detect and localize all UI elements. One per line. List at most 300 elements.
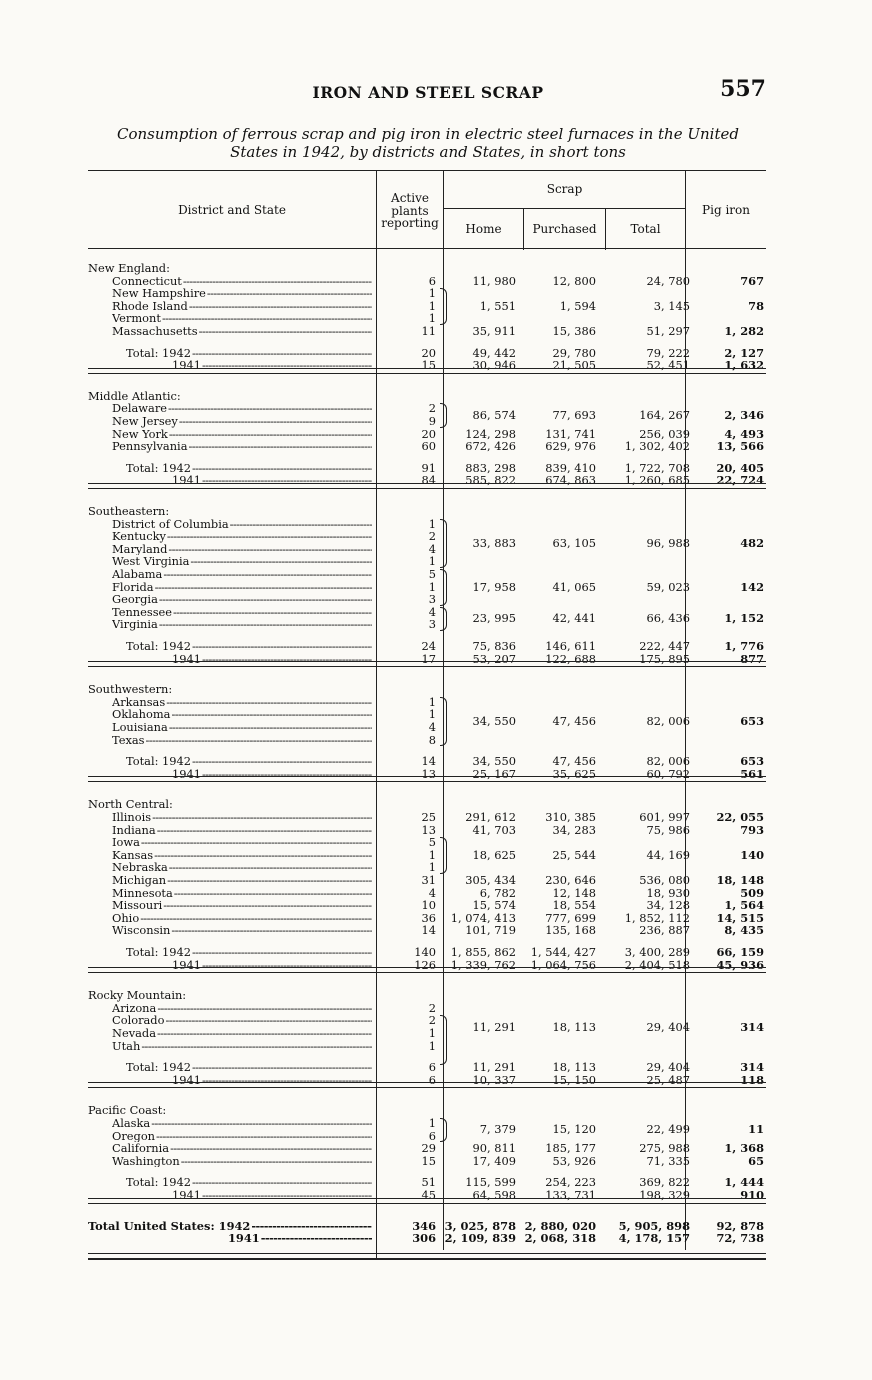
row-label: Total: 1942 ----- [126, 1061, 372, 1074]
table-row [88, 899, 766, 912]
cell-pig: 65 [748, 1153, 764, 1168]
table-row [88, 618, 766, 631]
cell-home: 35, 911 [472, 324, 516, 338]
cell-pig: 8, 435 [724, 923, 764, 938]
cell-total: 52, 451 [646, 358, 690, 373]
row-label: 1941 ----- [172, 959, 372, 972]
table-row [88, 874, 766, 887]
section-double-rule [88, 1082, 766, 1088]
page-number: 557 [720, 76, 766, 102]
cell-total: 44, 169 [646, 847, 690, 862]
cell-plants: 1 [428, 579, 436, 594]
cell-total: 369, 822 [639, 1175, 690, 1190]
table-row [88, 696, 766, 709]
cell-plants: 4 [428, 604, 436, 619]
cell-total: 222, 447 [639, 639, 690, 653]
cell-home: 7, 379 [479, 1122, 516, 1137]
group-brace [440, 403, 447, 427]
cell-purchased: 777, 699 [545, 910, 596, 925]
cell-purchased: 1, 544, 427 [530, 945, 596, 959]
cell-pig: 20, 405 [716, 460, 764, 475]
cell-purchased: 254, 223 [545, 1175, 596, 1190]
cell-purchased: 18, 113 [552, 1060, 596, 1075]
cell-pig: 314 [740, 1060, 764, 1075]
district-heading [88, 989, 766, 1002]
row-label: Indiana ----- [112, 824, 372, 837]
cell-home: 124, 298 [465, 426, 516, 441]
table-row [88, 275, 766, 288]
cell-plants: 6 [428, 1072, 436, 1087]
cell-total: 275, 988 [639, 1141, 690, 1156]
cell-purchased: 15, 150 [552, 1072, 596, 1087]
cell-plants: 6 [428, 1128, 436, 1143]
cell-pig: 793 [740, 822, 764, 837]
cell-plants: 36 [421, 910, 436, 925]
cell-pig: 22, 724 [716, 473, 764, 488]
cell-plants: 10 [421, 898, 436, 913]
cell-plants: 1 [428, 516, 436, 531]
row-label: 1941 ----- [228, 1232, 372, 1245]
row-label: Delaware ----- [112, 402, 372, 415]
cell-home: 49, 442 [472, 345, 516, 360]
cell-pig: 66, 159 [716, 945, 764, 959]
cell-home: 25, 167 [472, 766, 516, 781]
row-label: West Virginia ----- [112, 555, 372, 568]
header-plants-line: Active [391, 191, 429, 205]
cell-pig: 653 [740, 713, 764, 728]
cell-purchased: 629, 976 [545, 439, 596, 454]
cell-pig: 22, 055 [716, 810, 764, 824]
cell-pig: 1, 152 [724, 611, 764, 626]
cell-plants: 60 [421, 439, 436, 454]
cell-total: 3, 145 [653, 298, 690, 313]
cell-total: 1, 260, 685 [624, 473, 690, 488]
row-label: Washington ----- [112, 1155, 372, 1168]
cell-home: 305, 434 [465, 873, 516, 887]
cell-plants: 2 [428, 401, 436, 416]
cell-total: 60, 792 [646, 766, 690, 781]
cell-pig: 13, 566 [716, 439, 764, 454]
table-bottom-rule [88, 1253, 766, 1254]
cell-purchased: 53, 926 [552, 1153, 596, 1168]
cell-total: 2, 404, 518 [624, 957, 690, 972]
row-label: 1941 ----- [172, 474, 372, 487]
row-label: 1941 ----- [172, 653, 372, 666]
cell-pig: 18, 148 [716, 873, 764, 887]
cell-total: 79, 222 [646, 345, 690, 360]
header-plants [377, 192, 443, 230]
cell-purchased: 2, 068, 318 [524, 1231, 596, 1246]
cell-home: 17, 958 [472, 579, 516, 594]
cell-home: 11, 291 [472, 1019, 516, 1034]
cell-plants: 13 [421, 822, 436, 837]
row-label: 1941 ----- [172, 1074, 372, 1087]
cell-purchased: 18, 554 [552, 898, 596, 913]
cell-total: 25, 487 [646, 1072, 690, 1087]
cell-plants: 1 [428, 1026, 436, 1040]
cell-plants: 1 [428, 1116, 436, 1130]
table-row [88, 415, 766, 428]
district-total-row [88, 755, 766, 768]
cell-total: 256, 039 [639, 426, 690, 441]
cell-total: 18, 930 [646, 885, 690, 900]
district-heading [88, 683, 766, 696]
header-plants-line: plants [391, 203, 429, 218]
cell-plants: 1 [428, 286, 436, 301]
cell-home: 101, 719 [465, 923, 516, 938]
district-name: Middle Atlantic: [88, 388, 181, 403]
cell-plants: 8 [428, 732, 436, 747]
cell-total: 236, 887 [639, 923, 690, 938]
scrap-subheader-rule [443, 208, 686, 209]
row-label: Minnesota ----- [112, 887, 372, 900]
row-label: Arkansas ----- [112, 696, 372, 709]
cell-plants: 140 [414, 945, 436, 959]
cell-home: 86, 574 [472, 407, 516, 422]
district-total-row [88, 946, 766, 959]
cell-pig: 1, 632 [724, 358, 764, 373]
cell-purchased: 35, 625 [552, 766, 596, 781]
cell-plants: 15 [421, 1153, 436, 1168]
cell-home: 672, 426 [465, 439, 516, 454]
row-label: Iowa ----- [112, 836, 372, 849]
cell-pig: 2, 346 [724, 407, 764, 422]
cell-pig: 78 [748, 298, 764, 313]
section-double-rule [88, 967, 766, 973]
cell-purchased: 230, 646 [545, 873, 596, 887]
row-label: Illinois ----- [112, 811, 372, 824]
table-caption [88, 125, 768, 161]
table-row [88, 287, 766, 300]
cell-pig: 1, 776 [724, 639, 764, 653]
cell-plants: 2 [428, 529, 436, 544]
row-label: Total: 1942 ----- [126, 946, 372, 959]
header-district: District and State [178, 203, 286, 217]
cell-purchased: 15, 120 [552, 1122, 596, 1137]
row-label: Texas ----- [112, 734, 372, 747]
table-row [88, 300, 766, 313]
cell-plants: 2 [428, 1000, 436, 1015]
row-label: Alabama ----- [112, 568, 372, 581]
table-row [88, 518, 766, 531]
header-scrap: Scrap [546, 182, 583, 196]
row-label: Massachusetts ----- [112, 325, 372, 338]
cell-home: 23, 995 [472, 611, 516, 626]
row-label: Utah ----- [112, 1040, 372, 1053]
table-row [88, 555, 766, 568]
cell-purchased: 185, 177 [545, 1141, 596, 1156]
cell-plants: 1 [428, 1038, 436, 1053]
section-double-rule [88, 776, 766, 782]
cell-purchased: 122, 688 [545, 651, 596, 666]
row-label: Tennessee ----- [112, 606, 372, 619]
section-double-rule [88, 368, 766, 374]
cell-home: 15, 574 [472, 898, 516, 913]
header-home: Home [465, 222, 502, 236]
cell-total: 82, 006 [646, 713, 690, 728]
cell-plants: 126 [414, 957, 436, 972]
cell-pig: 482 [740, 535, 764, 550]
district-name: North Central: [88, 797, 173, 812]
row-label: Georgia ----- [112, 593, 372, 606]
row-label: Missouri ----- [112, 899, 372, 912]
row-label: Vermont ----- [112, 312, 372, 325]
row-label: 1941 ----- [172, 359, 372, 372]
cell-total: 75, 986 [646, 822, 690, 837]
cell-home: 90, 811 [472, 1141, 516, 1156]
table-row [88, 568, 766, 581]
cell-purchased: 77, 693 [552, 407, 596, 422]
table-row [88, 1027, 766, 1040]
cell-plants: 45 [421, 1188, 436, 1202]
cell-home: 3, 025, 878 [444, 1218, 516, 1233]
row-label: Total: 1942 ----- [126, 1176, 372, 1189]
cell-home: 18, 625 [472, 847, 516, 862]
cell-plants: 20 [421, 345, 436, 360]
cell-total: 71, 335 [646, 1153, 690, 1168]
cell-plants: 6 [428, 1060, 436, 1075]
cell-plants: 13 [421, 766, 436, 781]
cell-purchased: 146, 611 [545, 639, 596, 653]
table-row [88, 440, 766, 453]
district-total-row [88, 1061, 766, 1074]
row-label: Nevada ----- [112, 1027, 372, 1040]
cell-total: 175, 895 [639, 651, 690, 666]
cell-total: 198, 329 [639, 1188, 690, 1202]
district-heading [88, 390, 766, 403]
cell-home: 291, 612 [465, 810, 516, 824]
cell-home: 11, 980 [472, 273, 516, 288]
cell-total: 59, 023 [646, 579, 690, 594]
group-brace [440, 1015, 447, 1064]
group-brace [440, 569, 447, 606]
cell-plants: 1 [428, 860, 436, 875]
cell-purchased: 133, 731 [545, 1188, 596, 1202]
running-title: IRON AND STEEL SCRAP [312, 83, 544, 102]
row-label: New Hampshire ----- [112, 287, 372, 300]
group-brace [440, 837, 447, 874]
cell-pig: 877 [740, 651, 764, 666]
table-row [88, 836, 766, 849]
table-row [88, 734, 766, 747]
table-row [88, 849, 766, 862]
row-label: New Jersey ----- [112, 415, 372, 428]
row-label: Ohio ----- [112, 912, 372, 925]
cell-home: 883, 298 [465, 460, 516, 475]
cell-pig: 1, 444 [724, 1175, 764, 1190]
cell-plants: 3 [428, 617, 436, 632]
cell-home: 34, 550 [472, 713, 516, 728]
cell-pig: 1, 368 [724, 1141, 764, 1156]
cell-plants: 346 [412, 1218, 436, 1233]
cell-home: 10, 337 [472, 1072, 516, 1087]
header-plants-line: reporting [381, 216, 439, 230]
cell-total: 96, 988 [646, 535, 690, 550]
row-label: California ----- [112, 1142, 372, 1155]
cell-total: 1, 302, 402 [624, 439, 690, 454]
row-label: Maryland ----- [112, 543, 372, 556]
cell-home: 1, 074, 413 [450, 910, 516, 925]
cell-purchased: 1, 064, 756 [530, 957, 596, 972]
cell-total: 29, 404 [646, 1019, 690, 1034]
cell-plants: 29 [421, 1141, 436, 1156]
cell-plants: 1 [428, 554, 436, 569]
district-name: Southeastern: [88, 504, 170, 518]
cell-home: 30, 946 [472, 358, 516, 373]
row-label: Oklahoma ----- [112, 708, 372, 721]
cell-plants: 51 [421, 1175, 436, 1190]
cell-total: 4, 178, 157 [618, 1231, 690, 1246]
cell-purchased: 34, 283 [552, 822, 596, 837]
cell-pig: 142 [740, 579, 764, 594]
cell-pig: 140 [740, 847, 764, 862]
group-brace [440, 519, 447, 568]
cell-plants: 5 [428, 567, 436, 581]
table-row [88, 593, 766, 606]
scrap-consumption-table [88, 170, 766, 1258]
cell-home: 1, 339, 762 [450, 957, 516, 972]
cell-plants: 24 [421, 639, 436, 653]
cell-total: 34, 128 [646, 898, 690, 913]
cell-total: 3, 400, 289 [624, 945, 690, 959]
section-double-rule [88, 483, 766, 489]
cell-plants: 9 [428, 414, 436, 428]
cell-plants: 306 [412, 1231, 436, 1246]
table-row [88, 1155, 766, 1168]
cell-plants: 84 [421, 473, 436, 488]
row-label: Total: 1942 ----- [126, 462, 372, 475]
row-label: 1941 ----- [172, 1189, 372, 1202]
cell-purchased: 135, 168 [545, 923, 596, 938]
cell-pig: 314 [740, 1019, 764, 1034]
group-brace [440, 697, 447, 746]
header-bottom-rule [88, 248, 766, 249]
cell-total: 1, 852, 112 [624, 910, 690, 925]
cell-plants: 14 [421, 754, 436, 769]
table-row [88, 811, 766, 824]
cell-plants: 3 [428, 592, 436, 607]
cell-plants: 1 [428, 707, 436, 722]
row-label: Wisconsin ----- [112, 924, 372, 937]
cell-pig: 653 [740, 754, 764, 769]
header-total: Total [630, 222, 661, 236]
cell-plants: 4 [428, 720, 436, 734]
cell-pig: 767 [740, 273, 764, 288]
cell-total: 22, 499 [646, 1122, 690, 1137]
cell-plants: 5 [428, 835, 436, 850]
cell-purchased: 2, 880, 020 [524, 1218, 596, 1233]
cell-home: 75, 836 [472, 639, 516, 653]
district-heading [88, 1104, 766, 1117]
table-row [88, 1040, 766, 1053]
cell-plants: 20 [421, 426, 436, 441]
table-row [88, 1142, 766, 1155]
table-row [88, 721, 766, 734]
cell-plants: 6 [428, 273, 436, 288]
table-row [88, 924, 766, 937]
cell-purchased: 42, 441 [552, 611, 596, 626]
cell-pig: 2, 127 [724, 345, 764, 360]
cell-plants: 15 [421, 358, 436, 373]
cell-pig: 72, 738 [716, 1231, 764, 1246]
row-label: Pennsylvania ----- [112, 440, 372, 453]
table-row [88, 581, 766, 594]
table-end-rule [88, 1258, 766, 1260]
cell-purchased: 41, 065 [552, 579, 596, 594]
group-brace [440, 607, 447, 631]
table-row [88, 824, 766, 837]
district-name: Rocky Mountain: [88, 988, 187, 1003]
caption-line-2: States in 1942, by districts and States, in short tons [230, 143, 626, 161]
table-row [88, 1002, 766, 1015]
cell-pig: 45, 936 [716, 957, 764, 972]
caption-line-1: Consumption of ferrous scrap and pig iron in electric steel furnaces in the United [117, 125, 739, 143]
cell-home: 11, 291 [472, 1060, 516, 1075]
row-label: Florida ----- [112, 581, 372, 594]
cell-purchased: 21, 505 [552, 358, 596, 373]
row-label: Total: 1942 ----- [126, 347, 372, 360]
cell-plants: 17 [421, 651, 436, 666]
row-label: Oregon ----- [112, 1130, 372, 1143]
cell-plants: 14 [421, 923, 436, 938]
row-label: Kentucky ----- [112, 530, 372, 543]
row-label: Kansas ----- [112, 849, 372, 862]
cell-purchased: 18, 113 [552, 1019, 596, 1034]
district-heading [88, 262, 766, 275]
row-label: Rhode Island ----- [112, 300, 372, 313]
cell-plants: 91 [421, 460, 436, 475]
row-label: Colorado ----- [112, 1014, 372, 1027]
cell-purchased: 310, 385 [545, 810, 596, 824]
cell-total: 1, 722, 708 [624, 460, 690, 475]
cell-purchased: 1, 594 [559, 298, 596, 313]
cell-total: 51, 297 [646, 324, 690, 338]
us-total-row [88, 1232, 766, 1245]
cell-plants: 31 [421, 873, 436, 887]
row-label: Total: 1942 ----- [126, 755, 372, 768]
cell-purchased: 47, 456 [552, 754, 596, 769]
cell-plants: 11 [421, 324, 436, 338]
row-label: Nebraska ----- [112, 861, 372, 874]
cell-pig: 1, 564 [724, 898, 764, 913]
cell-plants: 2 [428, 1013, 436, 1028]
row-label: District of Columbia ----- [112, 518, 372, 531]
cell-plants: 1 [428, 847, 436, 862]
running-header [88, 76, 768, 106]
cell-home: 41, 703 [472, 822, 516, 837]
district-total-row [88, 640, 766, 653]
cell-home: 1, 551 [479, 298, 516, 313]
cell-purchased: 63, 105 [552, 535, 596, 550]
cell-home: 34, 550 [472, 754, 516, 769]
row-label: Michigan ----- [112, 874, 372, 887]
cell-home: 2, 109, 839 [444, 1231, 516, 1246]
cell-total: 164, 267 [639, 407, 690, 422]
cell-home: 53, 207 [472, 651, 516, 666]
cell-home: 33, 883 [472, 535, 516, 550]
district-name: New England: [88, 261, 170, 275]
cell-total: 66, 436 [646, 611, 690, 626]
cell-home: 64, 598 [472, 1188, 516, 1202]
cell-pig: 11 [748, 1122, 764, 1137]
cell-plants: 4 [428, 541, 436, 556]
row-label: Arizona ----- [112, 1002, 372, 1015]
cell-purchased: 29, 780 [552, 345, 596, 360]
cell-pig: 561 [740, 766, 764, 781]
cell-total: 24, 780 [646, 273, 690, 288]
cell-purchased: 674, 863 [545, 473, 596, 488]
section-double-rule [88, 661, 766, 667]
